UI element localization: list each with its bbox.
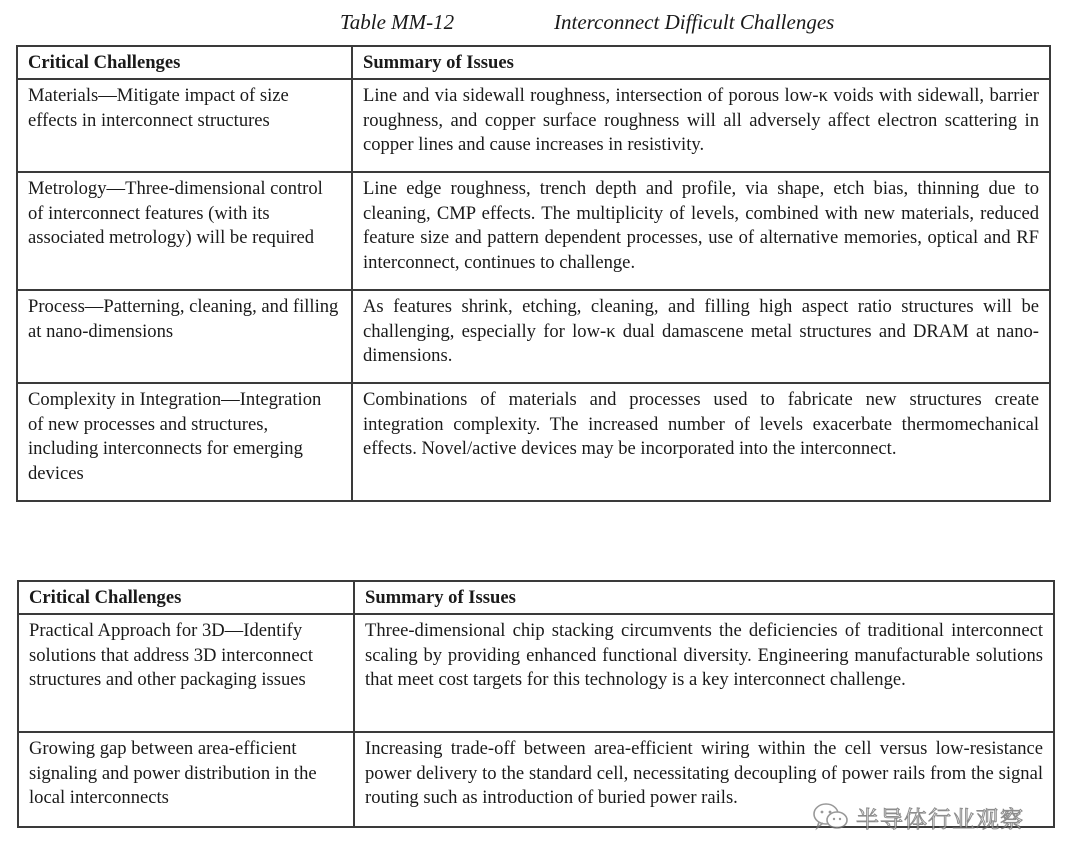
challenge-cell: Materials—Mitigate impact of size effects in interconnect structures bbox=[17, 79, 352, 172]
summary-cell: Combinations of materials and processes used to fabricate new structures create integration complexity. The increased number of levels exacerbate thermomechanical effects. Novel/active devices may be incorporated into the interconnect. bbox=[352, 383, 1050, 501]
table-row bbox=[17, 290, 1050, 383]
wechat-icon bbox=[812, 802, 850, 832]
summary-cell: Line and via sidewall roughness, intersection of porous low-κ voids with sidewall, barrier roughness, and copper surface roughness will all adversely affect electron scattering in copper lines and cause increases in resistivity. bbox=[352, 79, 1050, 172]
challenges-table-1 bbox=[16, 45, 1051, 502]
table-title: Interconnect Difficult Challenges bbox=[554, 10, 835, 34]
summary-cell: As features shrink, etching, cleaning, and filling high aspect ratio structures will be challenging, especially for low-κ dual damascene metal structures and DRAM at nano-dimensions. bbox=[352, 290, 1050, 383]
summary-cell: Increasing trade-off between area-efficient wiring within the cell versus low-resistance power delivery to the standard cell, necessitating decoupling of power rails from the signal routing such as introduction of buried power rails. bbox=[354, 732, 1054, 827]
header-summary-of-issues: Summary of Issues bbox=[354, 581, 1054, 614]
watermark bbox=[812, 797, 1024, 837]
challenge-cell: Practical Approach for 3D—Identify solutions that address 3D interconnect structures and other packaging issues bbox=[18, 614, 354, 732]
table-caption bbox=[0, 10, 1080, 40]
table-header-row bbox=[17, 46, 1050, 79]
table-row bbox=[18, 614, 1054, 732]
challenge-cell: Metrology—Three-dimensional control of interconnect features (with its associated metrology) will be required bbox=[17, 172, 352, 290]
table-row bbox=[17, 172, 1050, 290]
header-critical-challenges: Critical Challenges bbox=[17, 46, 352, 79]
header-summary-of-issues: Summary of Issues bbox=[352, 46, 1050, 79]
table-row bbox=[17, 383, 1050, 501]
header-critical-challenges: Critical Challenges bbox=[18, 581, 354, 614]
challenge-cell: Process—Patterning, cleaning, and filling at nano-dimensions bbox=[17, 290, 352, 383]
watermark-text: 半导体行业观察 bbox=[856, 806, 1024, 833]
summary-cell: Three-dimensional chip stacking circumvents the deficiencies of traditional interconnect scaling by providing enhanced functional diversity. Engineering manufacturable solutions that meet cost targets for this technology is a key interconnect challenge. bbox=[354, 614, 1054, 732]
table-header-row bbox=[18, 581, 1054, 614]
challenges-table-2 bbox=[17, 580, 1055, 828]
table-number: Table MM-12 bbox=[340, 10, 455, 34]
summary-cell: Line edge roughness, trench depth and profile, via shape, etch bias, thinning due to cleaning, CMP effects. The multiplicity of levels, combined with new materials, reduced feature size and pattern dependent processes, use of alternative memories, optical and RF interconnect, continues to challenge. bbox=[352, 172, 1050, 290]
table-row bbox=[17, 79, 1050, 172]
challenge-cell: Complexity in Integration—Integration of new processes and structures, including interconnects for emerging devices bbox=[17, 383, 352, 501]
challenge-cell: Growing gap between area-efficient signaling and power distribution in the local interconnects bbox=[18, 732, 354, 827]
